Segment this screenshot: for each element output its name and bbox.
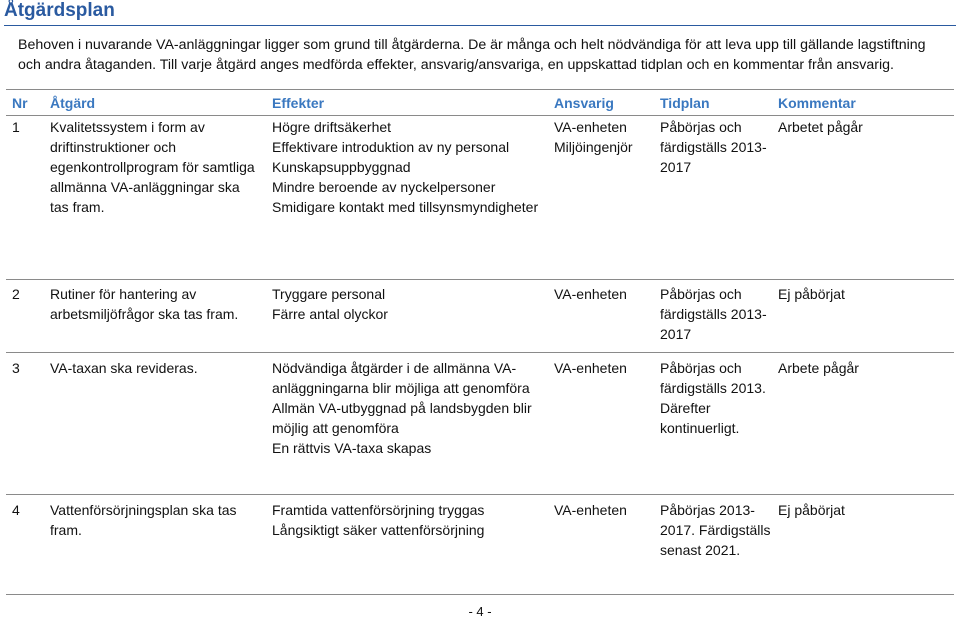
header-kommentar: Kommentar <box>778 95 856 111</box>
row-kommentar: Ej påbörjat <box>778 286 845 302</box>
row-ansvarig: VA-enheten <box>554 502 627 518</box>
effect-item: Effektivare introduktion av ny personal <box>272 139 510 155</box>
row-kommentar: Ej påbörjat <box>778 502 845 518</box>
row-divider <box>6 352 954 353</box>
effect-item: Nödvändiga åtgärder i de allmänna VA-anläggningarna blir möjliga att genomföra <box>272 360 530 396</box>
page-bottom-rule <box>6 594 954 595</box>
effect-item: Långsiktigt säker vattenförsörjning <box>272 522 485 538</box>
row-kommentar: Arbete pågår <box>778 360 859 376</box>
header-nr: Nr <box>12 95 28 111</box>
row-tidplan: Påbörjas och färdigställs 2013. Därefter kontinuerligt. <box>660 360 766 436</box>
row-divider <box>6 279 954 280</box>
effect-item: Högre driftsäkerhet <box>272 119 392 135</box>
row-kommentar: Arbetet pågår <box>778 119 863 135</box>
effect-item: Tryggare personal <box>272 286 386 302</box>
intro-paragraph: Behoven i nuvarande VA-anläggningar ligger som grund till åtgärderna. De är många och helt nödvändiga för att leva upp till gällande lagstiftning och andra åtaganden. Till varje åtgärd anges medförda effekter, ansvarig/ansvariga, en uppskattad tidplan och en kommentar från ansvarig. <box>18 37 926 73</box>
effect-item: Färre antal olyckor <box>272 306 388 322</box>
header-ansvarig: Ansvarig <box>554 95 614 111</box>
row-effekter <box>272 358 542 458</box>
row-nr: 4 <box>12 502 20 518</box>
effect-item: En rättvis VA-taxa skapas <box>272 440 432 456</box>
title-underline <box>4 25 956 26</box>
effect-item: Framtida vattenförsörjning tryggas <box>272 502 485 518</box>
page-number: - 4 - <box>468 604 492 619</box>
row-ansvarig: VA-enheten Miljöingenjör <box>554 119 633 155</box>
row-nr: 3 <box>12 360 20 376</box>
effect-item: Allmän VA-utbyggnad på landsbygden blir möjlig att genomföra <box>272 400 532 436</box>
row-effekter <box>272 500 542 540</box>
row-effekter <box>272 284 542 324</box>
row-tidplan: Påbörjas och färdigställs 2013-2017 <box>660 119 767 175</box>
table-header <box>0 94 960 114</box>
row-ansvarig: VA-enheten <box>554 286 627 302</box>
effect-item: Kunskapsuppbyggnad <box>272 159 411 175</box>
effect-item: Smidigare kontakt med tillsynsmyndigheter <box>272 199 539 215</box>
row-atgard: Rutiner för hantering av arbetsmiljöfrågor ska tas fram. <box>50 286 239 322</box>
header-atgard: Åtgärd <box>50 95 96 111</box>
header-effekter: Effekter <box>272 95 325 111</box>
table-top-rule <box>6 89 954 90</box>
row-atgard: Kvalitetssystem i form av driftinstruktioner och egenkontrollprogram för samtliga allmänna VA-anläggningar ska tas fram. <box>50 119 255 215</box>
row-ansvarig: VA-enheten <box>554 360 627 376</box>
row-nr: 1 <box>12 119 20 135</box>
row-tidplan: Påbörjas 2013-2017. Färdigställs senast 2021. <box>660 502 771 558</box>
row-tidplan: Påbörjas och färdigställs 2013-2017 <box>660 286 767 342</box>
document-title: Åtgärdsplan <box>4 0 115 21</box>
row-atgard: Vattenförsörjningsplan ska tas fram. <box>50 502 237 538</box>
row-atgard: VA-taxan ska revideras. <box>50 360 198 376</box>
header-bottom-rule <box>6 115 954 116</box>
row-nr: 2 <box>12 286 20 302</box>
header-tidplan: Tidplan <box>660 95 710 111</box>
row-effekter <box>272 117 542 217</box>
row-divider <box>6 494 954 495</box>
effect-item: Mindre beroende av nyckelpersoner <box>272 179 496 195</box>
